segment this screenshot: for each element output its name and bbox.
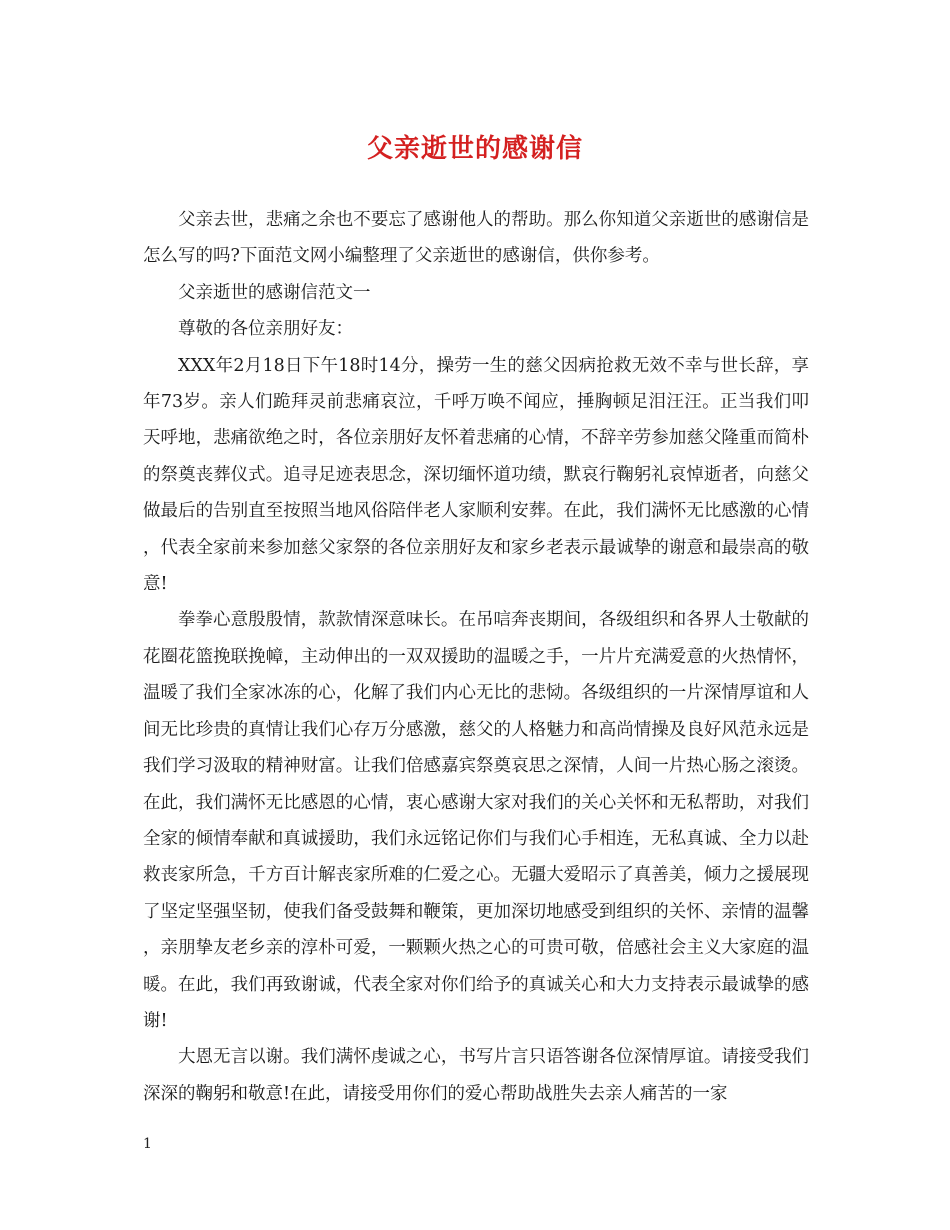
paragraph-body-3: 大恩无言以谢。我们满怀虔诚之心，书写片言只语答谢各位深情厚谊。请接受我们深深的鞠躬和敬意!在此，请接受用你们的爱心帮助战胜失去亲人痛苦的一家 — [143, 1047, 809, 1104]
document-body — [143, 202, 809, 1112]
paragraph-body-1: XXX年2月18日下午18时14分，操劳一生的慈父因病抢救无效不幸与世长辞，享年73岁。亲人们跪拜灵前悲痛哀泣，千呼万唤不闻应，捶胸顿足泪汪汪。正当我们叩天呼地，悲痛欲绝之时，各位亲朋好友怀着悲痛的心情，不辞辛劳参加慈父隆重而简朴的祭奠丧葬仪式。追寻足迹表思念，深切缅怀道功绩，默哀行鞠躬礼哀悼逝者，向慈父做最后的告别直至按照当地风俗陪伴老人家顺利安葬。在此，我们满怀无比感激的心情，代表全家前来参加慈父家祭的各位亲朋好友和家乡老表示最诚挚的谢意和最崇高的敬意! — [143, 355, 809, 595]
paragraph-salutation: 尊敬的各位亲朋好友： — [178, 319, 353, 340]
page-number: 1 — [143, 1136, 152, 1152]
paragraph-sample-heading: 父亲逝世的感谢信范文一 — [178, 282, 371, 303]
paragraph-intro: 父亲去世，悲痛之余也不要忘了感谢他人的帮助。那么你知道父亲逝世的感谢信是怎么写的吗?下面范文网小编整理了父亲逝世的感谢信，供你参考。 — [143, 210, 809, 267]
paragraph-body-2: 拳拳心意殷殷情，款款情深意味长。在吊唁奔丧期间，各级组织和各界人士敬献的花圈花篮挽联挽幛，主动伸出的一双双援助的温暖之手，一片片充满爱意的火热情怀，温暖了我们全家冰冻的心，化解了我们内心无比的悲恸。各级组织的一片深情厚谊和人间无比珍贵的真情让我们心存万分感激，慈父的人格魅力和高尚情操及良好风范永远是我们学习汲取的精神财富。让我们倍感嘉宾祭奠哀思之深情，人间一片热心肠之滚烫。在此，我们满怀无比感恩的心情，衷心感谢大家对我们的关心关怀和无私帮助，对我们全家的倾情奉献和真诚援助，我们永远铭记你们与我们心手相连，无私真诚、全力以赴救丧家所急，千方百计解丧家所难的仁爱之心。无疆大爱昭示了真善美，倾力之援展现了坚定坚强坚韧，使我们备受鼓舞和鞭策，更加深切地感受到组织的关怀、亲情的温馨，亲朋挚友老乡亲的淳朴可爱，一颗颗火热之心的可贵可敬，倍感社会主义大家庭的温暖。在此，我们再致谢诚，代表全家对你们给予的真诚关心和大力支持表示最诚挚的感谢! — [143, 610, 809, 1031]
document-title: 父亲逝世的感谢信 — [366, 134, 583, 164]
